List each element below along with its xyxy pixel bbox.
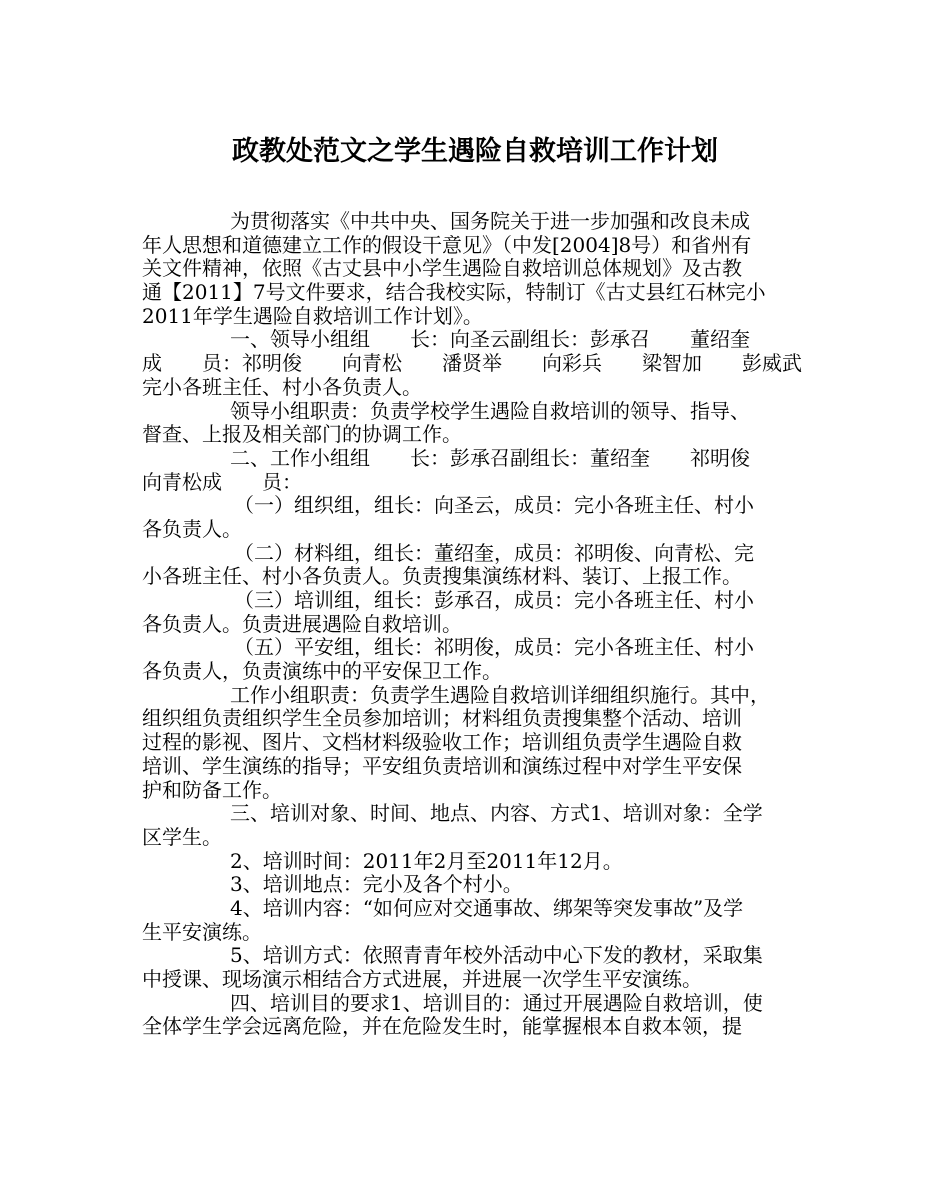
body-line: 2、培训时间：2011年2月至2011年12月。	[230, 848, 623, 873]
body-line: 中授课、现场演示相结合方式进展，并进展一次学生平安演练。	[142, 967, 702, 991]
body-line: 一、领导小组组 长：向圣云副组长：彭承召 董绍奎	[230, 327, 750, 352]
body-line: 二、工作小组组 长：彭承召副组长：董绍奎 祁明俊	[230, 445, 750, 470]
body-line: 4、培训内容：“如何应对交通事故、绑架等突发事故”及学	[230, 895, 744, 920]
body-line: （一）组织组，组长：向圣云，成员：完小各班主任、村小	[234, 493, 754, 518]
body-line: 培训、学生演练的指导；平安组负责培训和演练过程中对学生平安保	[142, 753, 742, 778]
body-line: 5、培训方式：依照青青年校外活动中心下发的教材，采取集	[230, 943, 763, 968]
body-line: 关文件精神，依照《古丈县中小学生遇险自救培训总体规划》及古教	[142, 256, 742, 281]
body-line: 成 员：祁明俊 向青松 潘贤举 向彩兵 梁智加 彭威武	[142, 351, 802, 376]
body-line: 向青松成 员：	[142, 469, 302, 494]
body-line: 3、培训地点：完小及各个村小。	[230, 872, 523, 897]
body-line: 组织组负责组织学生全员参加培训；材料组负责搜集整个活动、培训	[142, 706, 742, 731]
body-line: 过程的影视、图片、文档材料级验收工作；培训组负责学生遇险自救	[142, 730, 742, 755]
body-line: 督查、上报及相关部门的协调工作。	[142, 422, 462, 447]
body-line: 完小各班主任、村小各负责人。	[142, 374, 422, 399]
body-line: 生平安演练。	[142, 919, 262, 944]
body-line: （三）培训组，组长：彭承召，成员：完小各班主任、村小	[234, 588, 754, 612]
body-line: 护和防备工作。	[142, 777, 282, 802]
body-line: 四、培训目的要求1、培训目的：通过开展遇险自救培训，使	[230, 990, 763, 1015]
document-title: 政教处范文之学生遇险自救培训工作计划	[232, 136, 718, 167]
body-line: 全体学生学会远离危险，并在危险发生时，能掌握根本自救本领，提	[142, 1014, 742, 1039]
body-line: 领导小组职责：负责学校学生遇险自救培训的领导、指导、	[230, 398, 750, 423]
body-line: 三、培训对象、时间、地点、内容、方式1、培训对象：全学	[230, 801, 763, 826]
body-line: （二）材料组，组长：董绍奎，成员：祁明俊、向青松、完	[234, 540, 754, 565]
body-line: 2011年学生遇险自救培训工作计划》。	[142, 303, 483, 328]
body-line: 各负责人。负责进展遇险自救培训。	[142, 611, 462, 636]
body-line: 各负责人，负责演练中的平安保卫工作。	[142, 659, 502, 684]
body-line: 通【2011】7号文件要求，结合我校实际，特制订《古丈县红石林完小	[142, 280, 766, 305]
body-line: （五）平安组，组长：祁明俊，成员：完小各班主任、村小	[234, 635, 754, 660]
body-line: 工作小组职责：负责学生遇险自救培训详细组织施行。其中，	[230, 682, 770, 707]
body-line: 区学生。	[142, 824, 222, 849]
document-body	[142, 210, 818, 1039]
body-line: 小各班主任、村小各负责人。负责搜集演练材料、装订、上报工作。	[142, 564, 742, 589]
body-line: 为贯彻落实《中共中央、国务院关于进一步加强和改良未成	[230, 209, 750, 233]
body-line: 各负责人。	[142, 516, 242, 541]
body-line: 年人思想和道德建立工作的假设干意见》（中发[2004]8号）和省州有	[142, 232, 752, 257]
